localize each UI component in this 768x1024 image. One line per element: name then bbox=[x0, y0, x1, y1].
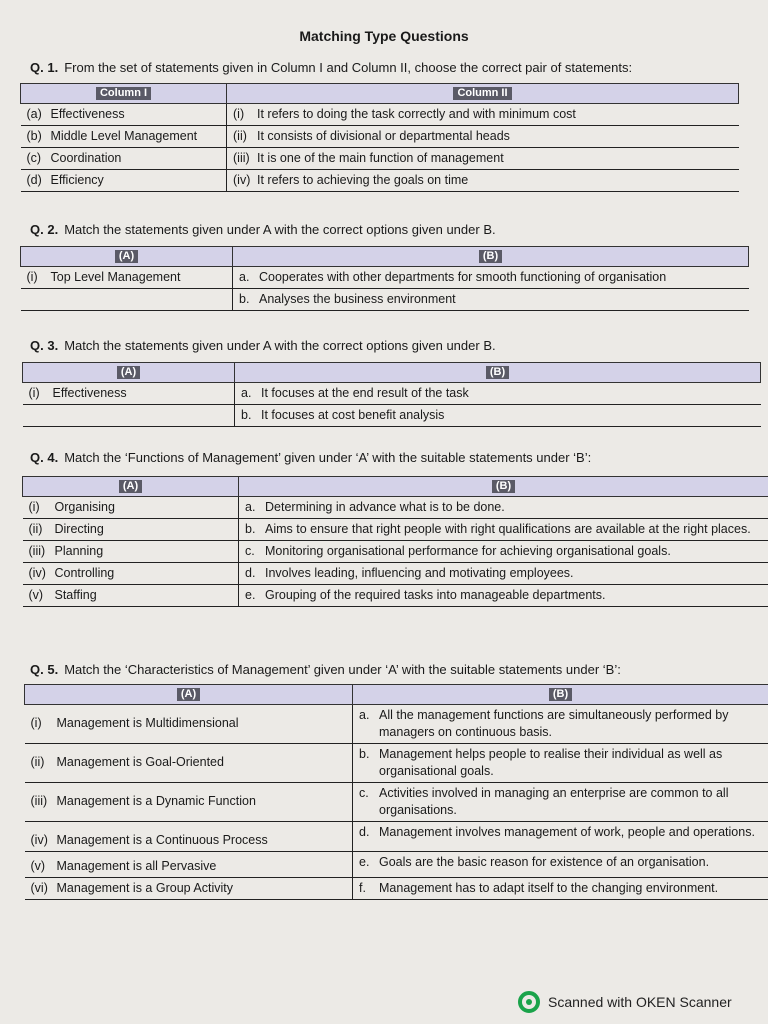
question-text: Match the ‘Characteristics of Management’ given under ‘A’ with the suitable statements under ‘B’: bbox=[64, 662, 621, 677]
q5-table bbox=[24, 684, 768, 900]
oken-logo-icon bbox=[518, 991, 540, 1013]
scanner-watermark bbox=[518, 991, 732, 1013]
table-row: (c) Coordination (iii) It is one of the main function of management bbox=[21, 148, 739, 170]
page-title: Matching Type Questions bbox=[299, 28, 469, 44]
table-row: (iii) Planning c. Monitoring organisational performance for achieving organisational goals. bbox=[23, 541, 768, 563]
table-row: (iii) Management is a Dynamic Function c. Activities involved in managing an enterprise are common to all organisations. bbox=[25, 783, 768, 822]
question-text: From the set of statements given in Column I and Column II, choose the correct pair of statements: bbox=[64, 60, 633, 75]
table-row: (b) Middle Level Management (ii) It consists of divisional or departmental heads bbox=[21, 126, 739, 148]
table-row: (i) Organising a. Determining in advance what is to be done. bbox=[23, 497, 768, 519]
table-row: (ii) Management is Goal-Oriented b. Management helps people to realise their individual as well as organisational goals. bbox=[25, 744, 768, 783]
question-1 bbox=[30, 60, 632, 75]
question-2 bbox=[30, 222, 496, 237]
question-number: Q. 4. bbox=[30, 450, 59, 465]
table-row: (i) Management is Multidimensional a. All the management functions are simultaneously performed by managers on continuous basis. bbox=[25, 705, 768, 744]
table-row: (ii) Directing b. Aims to ensure that right people with right qualifications are available at the right places. bbox=[23, 519, 768, 541]
q4-table bbox=[22, 476, 768, 607]
q2-table bbox=[20, 246, 749, 311]
table-row: (d) Efficiency (iv) It refers to achieving the goals on time bbox=[21, 170, 739, 192]
table-row: (vi) Management is a Group Activity f. Management has to adapt itself to the changing environment. bbox=[25, 878, 768, 900]
table-row: b. It focuses at cost benefit analysis bbox=[23, 405, 761, 427]
question-number: Q. 1. bbox=[30, 60, 59, 75]
question-5 bbox=[30, 662, 621, 677]
table-row: (v) Staffing e. Grouping of the required tasks into manageable departments. bbox=[23, 585, 768, 607]
table-row: (iv) Controlling d. Involves leading, influencing and motivating employees. bbox=[23, 563, 768, 585]
question-number: Q. 2. bbox=[30, 222, 59, 237]
table-row: (i) Effectiveness a. It focuses at the end result of the task bbox=[23, 383, 761, 405]
column-header-b: (B) bbox=[239, 477, 768, 497]
column-header-b: (B) bbox=[233, 247, 749, 267]
table-row: (v) Management is all Pervasive e. Goals are the basic reason for existence of an organisation. bbox=[25, 852, 768, 878]
question-3 bbox=[30, 338, 496, 353]
table-row: b. Analyses the business environment bbox=[21, 289, 749, 311]
question-text: Match the ‘Functions of Management’ given under ‘A’ with the suitable statements under ‘B’: bbox=[64, 450, 592, 465]
column-header-b: Column II bbox=[227, 84, 739, 104]
column-header-b: (B) bbox=[353, 685, 768, 705]
q1-table bbox=[20, 83, 739, 192]
column-header-a: Column I bbox=[21, 84, 227, 104]
question-text: Match the statements given under A with the correct options given under B. bbox=[64, 338, 496, 353]
watermark-text: Scanned with OKEN Scanner bbox=[548, 994, 732, 1010]
question-text: Match the statements given under A with the correct options given under B. bbox=[64, 222, 496, 237]
column-header-b: (B) bbox=[235, 363, 761, 383]
question-4 bbox=[30, 450, 591, 465]
question-number: Q. 5. bbox=[30, 662, 59, 677]
column-header-a: (A) bbox=[21, 247, 233, 267]
table-row: (a) Effectiveness (i) It refers to doing the task correctly and with minimum cost bbox=[21, 104, 739, 126]
column-header-a: (A) bbox=[23, 477, 239, 497]
column-header-a: (A) bbox=[23, 363, 235, 383]
table-row: (i) Top Level Management a. Cooperates with other departments for smooth functioning of organisation bbox=[21, 267, 749, 289]
table-row: (iv) Management is a Continuous Process d. Management involves management of work, people and operations. bbox=[25, 822, 768, 852]
q3-table bbox=[22, 362, 761, 427]
column-header-a: (A) bbox=[25, 685, 353, 705]
question-number: Q. 3. bbox=[30, 338, 59, 353]
